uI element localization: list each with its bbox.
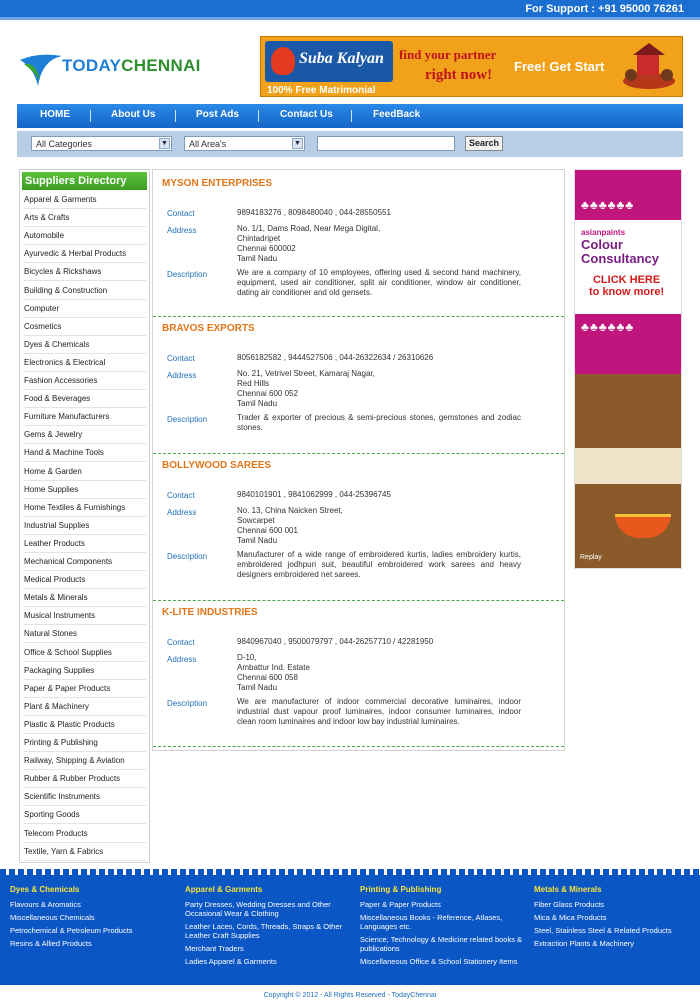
asianpaints-side-ad[interactable] — [574, 169, 682, 569]
ad-dots-decoration: ♣♣♣♣♣♣ — [581, 320, 635, 334]
sidebar-item[interactable]: Home Textiles & Furnishings — [24, 500, 146, 517]
sidebar-item[interactable]: Automobile — [24, 228, 146, 245]
nav-separator — [90, 110, 91, 122]
logo-text-today: TODAY — [62, 56, 122, 75]
footer-column-title: Dyes & Chemicals — [10, 885, 80, 894]
footer-link[interactable]: Extraction Plants & Machinery — [534, 939, 635, 948]
contact-label: Contact — [167, 354, 195, 363]
footer-link[interactable]: Miscellaneous Books - Reference, Atlases, Languages etc. — [360, 913, 503, 931]
nav-home[interactable]: HOME — [40, 109, 70, 120]
banner-cta[interactable]: Free! Get Start — [514, 59, 605, 74]
sidebar-item[interactable]: Rubber & Rubber Products — [24, 771, 146, 788]
sidebar-item[interactable]: Home Supplies — [24, 482, 146, 499]
sidebar-item[interactable]: Building & Construction — [24, 283, 146, 300]
ad-click-line1: CLICK HERE — [592, 274, 661, 286]
sidebar-item[interactable]: Textile, Yarn & Fabrics — [24, 844, 146, 861]
listing-divider — [153, 600, 564, 601]
contact-value: 9840967040 , 9500079797 , 044-26257710 / 42281950 — [237, 637, 434, 646]
sidebar-item[interactable]: Furniture Manufacturers — [24, 409, 146, 426]
footer-link[interactable]: Flavours & Aromatics — [10, 900, 81, 909]
listing-content — [152, 169, 565, 751]
sidebar-item[interactable]: Plant & Machinery — [24, 699, 146, 716]
wedding-procession-icon — [619, 41, 679, 93]
address-label: Address — [167, 655, 197, 664]
logo-text — [62, 56, 201, 76]
listing-title[interactable]: MYSON ENTERPRISES — [162, 178, 273, 189]
address-line: Chennai 600 052 — [237, 389, 298, 398]
suppliers-directory-sidebar — [19, 169, 150, 863]
ad-replay-button[interactable]: Replay — [580, 554, 602, 561]
address-value — [237, 224, 521, 264]
contact-value: 9840101901 , 9841062999 , 044-25396745 — [237, 490, 391, 499]
sidebar-item[interactable]: Metals & Minerals — [24, 590, 146, 607]
sidebar-item[interactable]: Printing & Publishing — [24, 735, 146, 752]
address-line: Ambattur Ind. Estate — [237, 663, 310, 672]
search-button[interactable]: Search — [465, 136, 503, 151]
contact-value: 8056182582 , 9444527506 , 044-26322634 / 26310626 — [237, 353, 434, 362]
bed-picture — [575, 448, 682, 484]
address-line: Tamil Nadu — [237, 254, 278, 263]
footer-link[interactable]: Resins & Allied Products — [10, 939, 92, 948]
footer-link[interactable]: Party Dresses, Wedding Dresses and Other Occasional Wear & Clothing — [185, 900, 331, 918]
address-line: Chennai 600 001 — [237, 526, 298, 535]
address-line: Sowcarpet — [237, 516, 275, 525]
contact-value: 9894183276 , 8098480040 , 044-28550551 — [237, 208, 391, 217]
sidebar-item[interactable]: Paper & Paper Products — [24, 681, 146, 698]
address-line: No. 1/1, Dams Road, Near Mega Digital, — [237, 224, 381, 233]
contact-label: Contact — [167, 209, 195, 218]
contact-label: Contact — [167, 491, 195, 500]
sidebar-item[interactable]: Electronics & Electrical — [24, 355, 146, 372]
sidebar-item[interactable]: Food & Beverages — [24, 391, 146, 408]
footer-link[interactable]: Science, Technology & Medicine related books & publications — [360, 935, 523, 953]
sidebar-item[interactable]: Cosmetics — [24, 319, 146, 336]
listing-title[interactable]: BRAVOS EXPORTS — [162, 323, 255, 334]
footer-link[interactable]: Fiber Glass Products — [534, 900, 605, 909]
listing-divider — [153, 453, 564, 454]
sidebar-item[interactable]: Bicycles & Rickshaws — [24, 264, 146, 281]
nav-contact-us[interactable]: Contact Us — [280, 109, 333, 120]
top-bar — [0, 0, 700, 20]
description-value: We are manufacturer of indoor commercial decorative luminaires, indoor industrial dust vapour proof luminaires, indoor consumer luminaires, indoor clean room luminaires and indoor low bay industrial luminaires. — [237, 697, 521, 726]
sidebar-item[interactable]: Hand & Machine Tools — [24, 445, 146, 462]
footer-column-title: Apparel & Garments — [185, 885, 263, 894]
footer-column-title: Metals & Minerals — [534, 885, 602, 894]
address-line: Red Hills — [237, 379, 270, 388]
address-label: Address — [167, 371, 197, 380]
banner-brand-logo — [265, 41, 393, 82]
address-value — [237, 506, 521, 546]
footer-link[interactable]: Merchant Traders — [185, 944, 244, 953]
footer-link[interactable]: Petrochemical & Petroleum Products — [10, 926, 133, 935]
address-line: D-10, — [237, 653, 257, 662]
ad-click-line2: to know more! — [589, 286, 665, 298]
nav-post-ads[interactable]: Post Ads — [196, 109, 239, 120]
footer-column — [534, 885, 699, 952]
address-line: Chennai 600 058 — [237, 673, 298, 682]
matrimonial-banner-ad[interactable] — [260, 36, 683, 97]
description-value: Manufacturer of a wide range of embroidered kurtis, ladies embroidery kurtis, embroidered jodhpuri suit, beautiful embroidered work sarees and heavy designers embroidered net sarees. — [237, 550, 521, 579]
sidebar-item[interactable]: Scientific Instruments — [24, 789, 146, 806]
main-nav — [17, 104, 683, 128]
search-input[interactable] — [317, 136, 455, 151]
footer-column-title: Printing & Publishing — [360, 885, 442, 894]
nav-feedback[interactable]: FeedBack — [373, 109, 421, 120]
listing-title[interactable]: K-LITE INDUSTRIES — [162, 607, 258, 618]
address-line: Tamil Nadu — [237, 399, 278, 408]
contact-label: Contact — [167, 638, 195, 647]
sidebar-title: Suppliers Directory — [22, 172, 147, 190]
category-select-value: All Categories — [36, 139, 93, 149]
description-label: Description — [167, 699, 208, 708]
banner-brand: Suba Kalyan — [299, 50, 384, 67]
description-label: Description — [167, 552, 208, 561]
site-logo[interactable] — [18, 50, 208, 90]
sidebar-item[interactable]: Industrial Supplies — [24, 518, 146, 535]
banner-free-text: 100% Free Matrimonial — [267, 85, 376, 96]
sidebar-item[interactable]: Sporting Goods — [24, 807, 146, 824]
banner-line2: right now! — [425, 67, 493, 83]
ad-dots-decoration: ♣♣♣♣♣♣ — [581, 198, 635, 212]
address-value — [237, 653, 521, 693]
sidebar-item[interactable]: Office & School Supplies — [24, 645, 146, 662]
chevron-down-icon[interactable]: ▼ — [159, 138, 170, 149]
nav-separator — [351, 110, 352, 122]
nav-separator — [175, 110, 176, 122]
ad-message — [575, 220, 682, 314]
couple-icon — [271, 47, 295, 75]
sidebar-item[interactable]: Plastic & Plastic Products — [24, 717, 146, 734]
address-line: No. 13, China Naicken Street, — [237, 506, 343, 515]
footer-column — [360, 885, 525, 970]
area-select[interactable] — [184, 136, 305, 151]
sidebar-item[interactable]: Mechanical Components — [24, 554, 146, 571]
sidebar-item[interactable]: Medical Products — [24, 572, 146, 589]
sidebar-item[interactable]: Telecom Products — [24, 826, 146, 843]
sidebar-item[interactable]: Arts & Crafts — [24, 210, 146, 227]
address-label: Address — [167, 226, 197, 235]
sidebar-item[interactable]: Railway, Shipping & Aviation — [24, 753, 146, 770]
sidebar-item[interactable]: Home & Garden — [24, 464, 146, 481]
copyright: Copyright © 2012 - All Rights Reserved - TodayChennai — [263, 992, 437, 999]
footer-link[interactable]: Miscellaneous Chemicals — [10, 913, 95, 922]
footer-link[interactable]: Steel, Stainless Steel & Related Products — [534, 926, 672, 935]
listing-title[interactable]: BOLLYWOOD SAREES — [162, 460, 272, 471]
sidebar-item[interactable]: Packaging Supplies — [24, 663, 146, 680]
footer-column — [10, 885, 175, 952]
footer-column — [185, 885, 350, 970]
address-line: Tamil Nadu — [237, 683, 278, 692]
ad-brand: asianpaints — [581, 228, 626, 237]
sidebar-item[interactable]: Apparel & Garments — [24, 192, 146, 209]
ad-title: Colour Consultancy — [581, 237, 660, 266]
banner-line1: find your partner — [399, 47, 497, 62]
sidebar-item[interactable]: Fashion Accessories — [24, 373, 146, 390]
description-label: Description — [167, 270, 208, 279]
address-line: Chennai 600002 — [237, 244, 296, 253]
description-value: We are a company of 10 employees, offering used & second hand machinery, equipment, used air conditioner, split air conditioner, window air conditioner, dating air conditioner and old gensets. — [237, 268, 521, 297]
logo-text-chennai: CHENNAI — [121, 56, 201, 75]
ad-top-band — [575, 170, 682, 220]
sidebar-item[interactable]: Computer — [24, 301, 146, 318]
chevron-down-icon[interactable]: ▼ — [292, 138, 303, 149]
address-value — [237, 369, 521, 409]
ad-click-text[interactable] — [589, 274, 664, 298]
address-line: Chintadripet — [237, 234, 281, 243]
sidebar-item[interactable]: Dyes & Chemicals — [24, 337, 146, 354]
sidebar-item[interactable]: Gems & Jewelry — [24, 427, 146, 444]
footer-link[interactable]: Paper & Paper Products — [360, 900, 441, 909]
ad-room-image — [575, 314, 682, 569]
sidebar-item[interactable]: Leather Products — [24, 536, 146, 553]
footer-link[interactable]: Leather Laces, Cords, Threads, Straps & Other Leather Craft Supplies — [185, 922, 343, 940]
address-line: No. 21, Vetrivel Street, Kamaraj Nagar, — [237, 369, 375, 378]
sidebar-item[interactable]: Ayurvedic & Herbal Products — [24, 246, 146, 263]
logo-swoosh-icon — [18, 50, 68, 90]
category-select[interactable] — [31, 136, 172, 151]
listing-divider — [153, 316, 564, 317]
footer-link[interactable]: Mica & Mica Products — [534, 913, 607, 922]
address-label: Address — [167, 508, 197, 517]
support-phone: For Support : +91 95000 76261 — [525, 3, 684, 15]
footer — [0, 875, 700, 985]
description-label: Description — [167, 415, 208, 424]
nav-about-us[interactable]: About Us — [111, 109, 156, 120]
search-bar — [17, 131, 683, 157]
sidebar-item[interactable]: Natural Stones — [24, 626, 146, 643]
area-select-value: All Area's — [189, 139, 227, 149]
listing-divider — [153, 746, 564, 747]
address-line: Tamil Nadu — [237, 536, 278, 545]
nav-separator — [258, 110, 259, 122]
sidebar-item[interactable]: Musical Instruments — [24, 608, 146, 625]
footer-link[interactable]: Miscellaneous Office & School Stationery Items — [360, 957, 518, 966]
description-value: Trader & exporter of precious & semi-precious stones, gemstones and zodiac stones. — [237, 413, 521, 432]
footer-link[interactable]: Ladies Apparel & Garments — [185, 957, 277, 966]
